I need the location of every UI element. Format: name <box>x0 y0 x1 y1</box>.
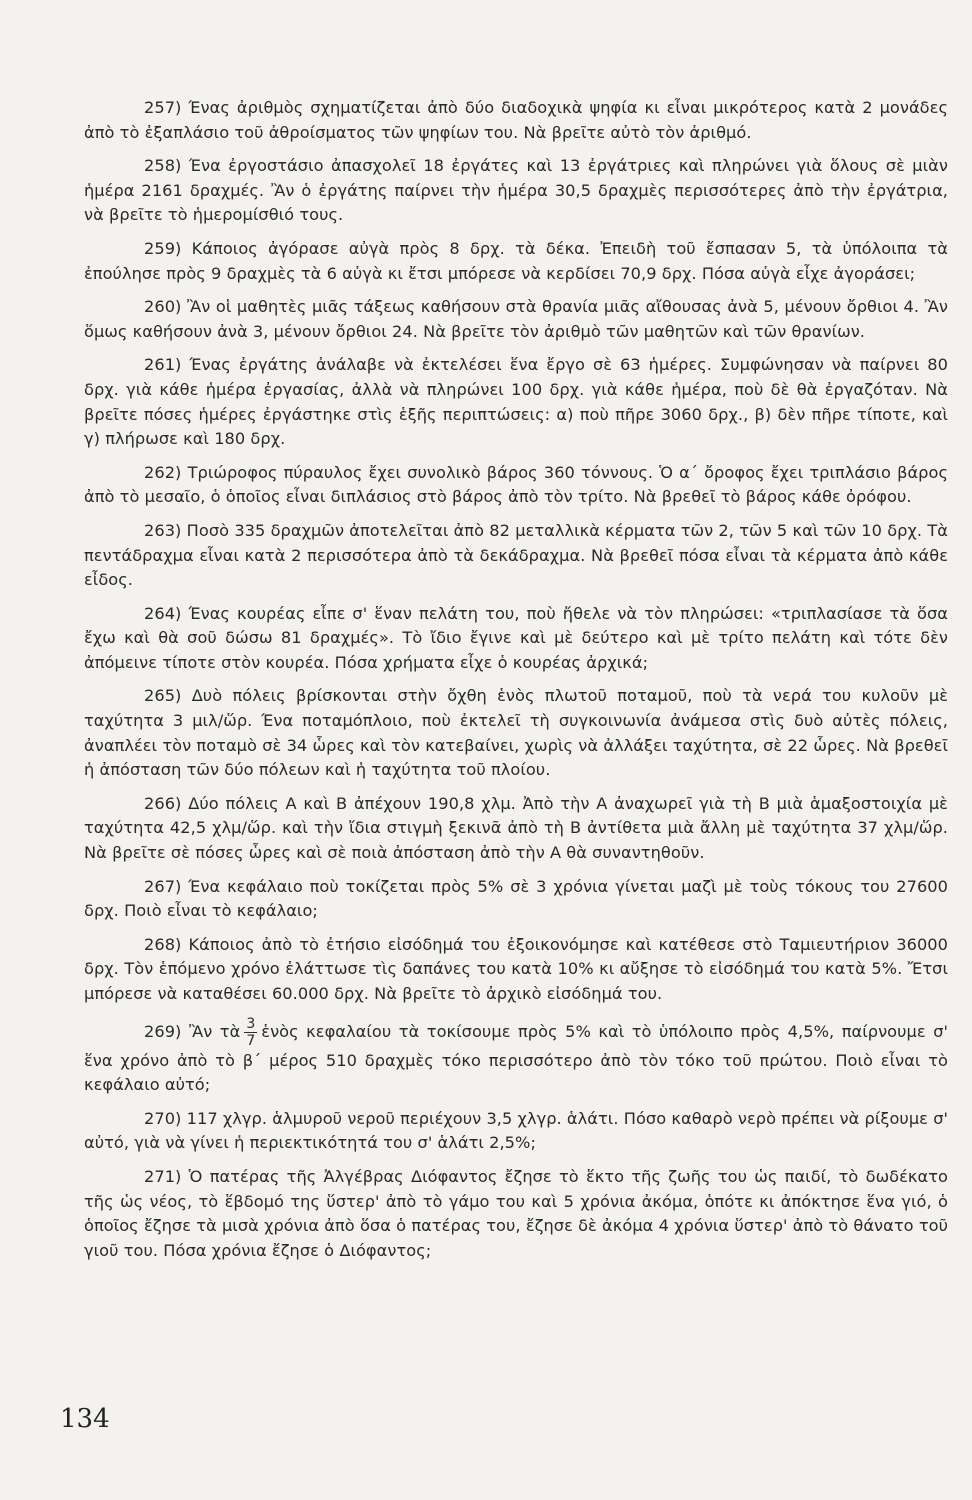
problem-number: 267) <box>144 876 182 896</box>
problem-number: 260) <box>144 297 182 317</box>
fraction <box>244 1016 257 1049</box>
page-number: 134 <box>60 1404 110 1434</box>
problem-text: Δύο πόλεις Α καὶ Β ἀπέχουν 190,8 χλμ. Ἀπὸ τὴν Α ἀναχωρεῖ γιὰ τὴ Β μιὰ ἁμαξοστοιχία μὲ ταχύτητα 42,5 χλμ/ὥρ. καὶ τὴν ἴδια στιγμὴ ξεκινᾶ ἀπὸ τὴ Β ἀντίθετα μιὰ ἄλλη μὲ ταχύτητα 37 χλμ/ὥρ. Νὰ βρεῖτε σὲ πόσες ὧρες καὶ σὲ ποιὰ ἀπόσταση ἀπὸ τὴν Α θὰ συναντηθοῦν. <box>84 793 948 863</box>
problem-264 <box>84 602 948 676</box>
problem-271 <box>84 1165 948 1263</box>
problem-265 <box>84 684 948 782</box>
problem-259 <box>84 237 948 286</box>
problem-number: 266) <box>144 793 182 813</box>
problem-text: Ἂν οἱ μαθητὲς μιᾶς τάξεως καθήσουν στὰ θρανία μιᾶς αἴθουσας ἀνὰ 5, μένουν ὄρθιοι 4. Ἂν ὅμως καθήσουν ἀνὰ 3, μένουν ὄρθιοι 24. Νὰ βρεῖτε τὸν ἀριθμὸ τῶν μαθητῶν καὶ τῶν θρανίων. <box>84 297 948 341</box>
problem-258 <box>84 154 948 228</box>
fraction-denominator: 7 <box>246 1032 256 1049</box>
problem-269 <box>84 1016 948 1098</box>
problem-number: 261) <box>144 355 182 375</box>
problem-260 <box>84 295 948 344</box>
problem-number: 264) <box>144 603 182 623</box>
problem-number: 262) <box>144 462 182 482</box>
problem-text-pre: Ἂν τὰ <box>188 1021 241 1041</box>
problem-text: Κάποιος ἀγόρασε αὐγὰ πρὸς 8 δρχ. τὰ δέκα. Ἐπειδὴ τοῦ ἔσπασαν 5, τὰ ὑπόλοιπα τὰ ἐπούλησε πρὸς 9 δραχμὲς τὰ 6 αὐγὰ κι ἔτσι μπόρεσε νὰ κερδίσει 70,9 δρχ. Πόσα αὐγὰ εἶχε ἀγοράσει; <box>84 238 949 283</box>
problem-text: Ὁ πατέρας τῆς Ἀλγέβρας Διόφαντος ἔζησε τὸ ἕκτο τῆς ζωῆς του ὡς παιδί, τὸ δωδέκατο τῆς ὡς νέος, τὸ ἕβδομό της ὕστερ' ἀπὸ τὸ γάμο του καὶ 5 χρόνια ἀκόμα, ὁπότε κι ἀπόκτησε ἕνα γιό, ὁ ὁποῖος ἔζησε τὰ μισὰ χρόνια ἀπὸ ὅσα ὁ πατέρας του, ἔζησε δὲ ἀκόμα 4 χρόνια ὕστερ' ἀπὸ τὸ θάνατο τοῦ γιοῦ του. Πόσα χρόνια ἔζησε ὁ Διόφαντος; <box>84 1166 948 1260</box>
problem-number: 268) <box>144 934 182 954</box>
problem-number: 263) <box>144 520 182 540</box>
problem-263 <box>84 519 948 593</box>
problem-261 <box>84 353 948 451</box>
problem-number: 270) <box>144 1108 182 1128</box>
problem-number: 269) <box>144 1021 182 1041</box>
problem-266 <box>84 792 948 866</box>
page-body <box>84 96 948 1272</box>
problem-text: Ένας κουρέας εἶπε σ' ἕναν πελάτη του, ποὺ ἤθελε νὰ τὸν πληρώσει: «τριπλασίασε τὰ ὅσα ἔχω καὶ θὰ σοῦ δώσω 81 δραχμές». Τὸ ἴδιο ἔγινε καὶ μὲ δεύτερο καὶ μὲ τρίτο πελάτη καὶ τότε δὲν ἀπόμεινε τίποτε στὸν κουρέα. Πόσα χρήματα εἶχε ὁ κουρέας ἀρχικά; <box>84 603 948 672</box>
problem-number: 259) <box>144 238 182 258</box>
problem-number: 258) <box>144 156 182 176</box>
problem-text: Ένας ἐργάτης ἀνάλαβε νὰ ἐκτελέσει ἕνα ἔργο σὲ 63 ἡμέρες. Συμφώνησαν νὰ παίρνει 80 δρχ. γιὰ κάθε ἡμέρα ἐργασίας, ἀλλὰ νὰ πληρώνει 100 δρχ. γιὰ κάθε ἡμέρα, ποὺ δὲ θὰ ἐργαζόταν. Νὰ βρεῖτε πόσες ἡμέρες ἐργάστηκε στὶς ἑξῆς περιπτώσεις: α) ποὺ πῆρε 3060 δρχ., β) δὲν πῆρε τίποτε, καὶ γ) πλήρωσε καὶ 180 δρχ. <box>84 355 949 449</box>
problem-262 <box>84 461 948 510</box>
problem-text: 117 χλγρ. ἁλμυροῦ νεροῦ περιέχουν 3,5 χλγρ. ἁλάτι. Πόσο καθαρὸ νερὸ πρέπει νὰ ρίξουμε σ' αὐτό, γιὰ νὰ γίνει ἡ περιεκτικότητά του σ' ἁλάτι 2,5%; <box>84 1108 948 1153</box>
problem-270 <box>84 1107 948 1156</box>
problem-text: Δυὸ πόλεις βρίσκονται στὴν ὄχθη ἑνὸς πλωτοῦ ποταμοῦ, ποὺ τὰ νερά του κυλοῦν μὲ ταχύτητα 3 μιλ/ὥρ. Ένα ποταμόπλοιο, ποὺ ἐκτελεῖ τὴ συγκοινωνία ἀνάμεσα στὶς δυὸ αὐτὲς πόλεις, ἀναπλέει τὸν ποταμὸ σὲ 34 ὧρες καὶ τὸν κατεβαίνει, χωρὶς νὰ ἀλλάξει ταχύτητα, σὲ 22 ὧρες. Νὰ βρεθεῖ ἡ ἀπόσταση τῶν δύο πόλεων καὶ ἡ ταχύτητα τοῦ πλοίου. <box>84 686 948 780</box>
problem-text: Τριώροφος πύραυλος ἔχει συνολικὸ βάρος 360 τόννους. Ὁ α΄ ὄροφος ἔχει τριπλάσιο βάρος ἀπὸ τὸ μεσαῖο, ὁ ὁποῖος εἶναι διπλάσιος στὸ βάρος ἀπὸ τὸν τρίτο. Νὰ βρεθεῖ τὸ βάρος κάθε ὀρόφου. <box>84 462 948 507</box>
problem-number: 265) <box>144 686 182 706</box>
problem-text: Ένα ἐργοστάσιο ἀπασχολεῖ 18 ἐργάτες καὶ 13 ἐργάτριες καὶ πληρώνει γιὰ ὅλους σὲ μιὰν ἡμέρα 2161 δραχμές. Ἂν ὁ ἐργάτης παίρνει τὴν ἡμέρα 30,5 δραχμὲς περισσότερες ἀπὸ τὴν ἐργάτρια, νὰ βρεῖτε τὸ ἡμερομίσθιό τους. <box>84 156 948 225</box>
problem-text: Ένα κεφάλαιο ποὺ τοκίζεται πρὸς 5% σὲ 3 χρόνια γίνεται μαζὶ μὲ τοὺς τόκους του 27600 δρχ. Ποιὸ εἶναι τὸ κεφάλαιο; <box>84 876 948 921</box>
problem-text: Ποσὸ 335 δραχμῶν ἀποτελεῖται ἀπὸ 82 μεταλλικὰ κέρματα τῶν 2, τῶν 5 καὶ τῶν 10 δρχ. Τὰ πεντάδραχμα εἶναι κατὰ 2 περισσότερα ἀπὸ τὰ δεκάδραχμα. Νὰ βρεθεῖ πόσα εἶναι τὰ κέρματα ἀπὸ κάθε εἶδος. <box>84 520 948 590</box>
problem-text: Κάποιος ἀπὸ τὸ ἐτήσιο εἰσόδημά του ἐξοικονόμησε καὶ κατέθεσε στὸ Ταμιευτήριον 36000 δρχ. Τὸν ἑπόμενο χρόνο ἐλάττωσε τὶς δαπάνες του κατὰ 10% κι αὔξησε τὸ εἰσόδημά του κατὰ 5%. Ἔτσι μπόρεσε νὰ καταθέσει 60.000 δρχ. Νὰ βρεῖτε τὸ ἀρχικὸ εἰσόδημά του. <box>84 934 948 1003</box>
problem-text: ἑνὸς κεφαλαίου τὰ τοκίσουμε πρὸς 5% καὶ τὸ ὑπόλοιπο πρὸς 4,5%, παίρνουμε σ' ἕνα χρόνο ἀπὸ τὸ β΄ μέρος 510 δραχμὲς τόκο περισσότερο ἀπὸ τὸν τόκο τοῦ πρώτου. Ποιὸ εἶναι τὸ κεφάλαιο αὐτό; <box>84 1021 948 1095</box>
problem-268 <box>84 933 948 1007</box>
problem-257 <box>84 96 948 145</box>
problem-text: Ένας ἀριθμὸς σχηματίζεται ἀπὸ δύο διαδοχικὰ ψηφία κι εἶναι μικρότερος κατὰ 2 μονάδες ἀπὸ τὸ ἐξαπλάσιο τοῦ ἀθροίσματος τῶν ψηφίων του. Νὰ βρεῖτε αὐτὸ τὸν ἀριθμό. <box>84 98 948 142</box>
problem-number: 271) <box>144 1166 182 1186</box>
problem-267 <box>84 875 948 924</box>
fraction-numerator: 3 <box>246 1015 256 1032</box>
problem-number: 257) <box>144 98 182 117</box>
